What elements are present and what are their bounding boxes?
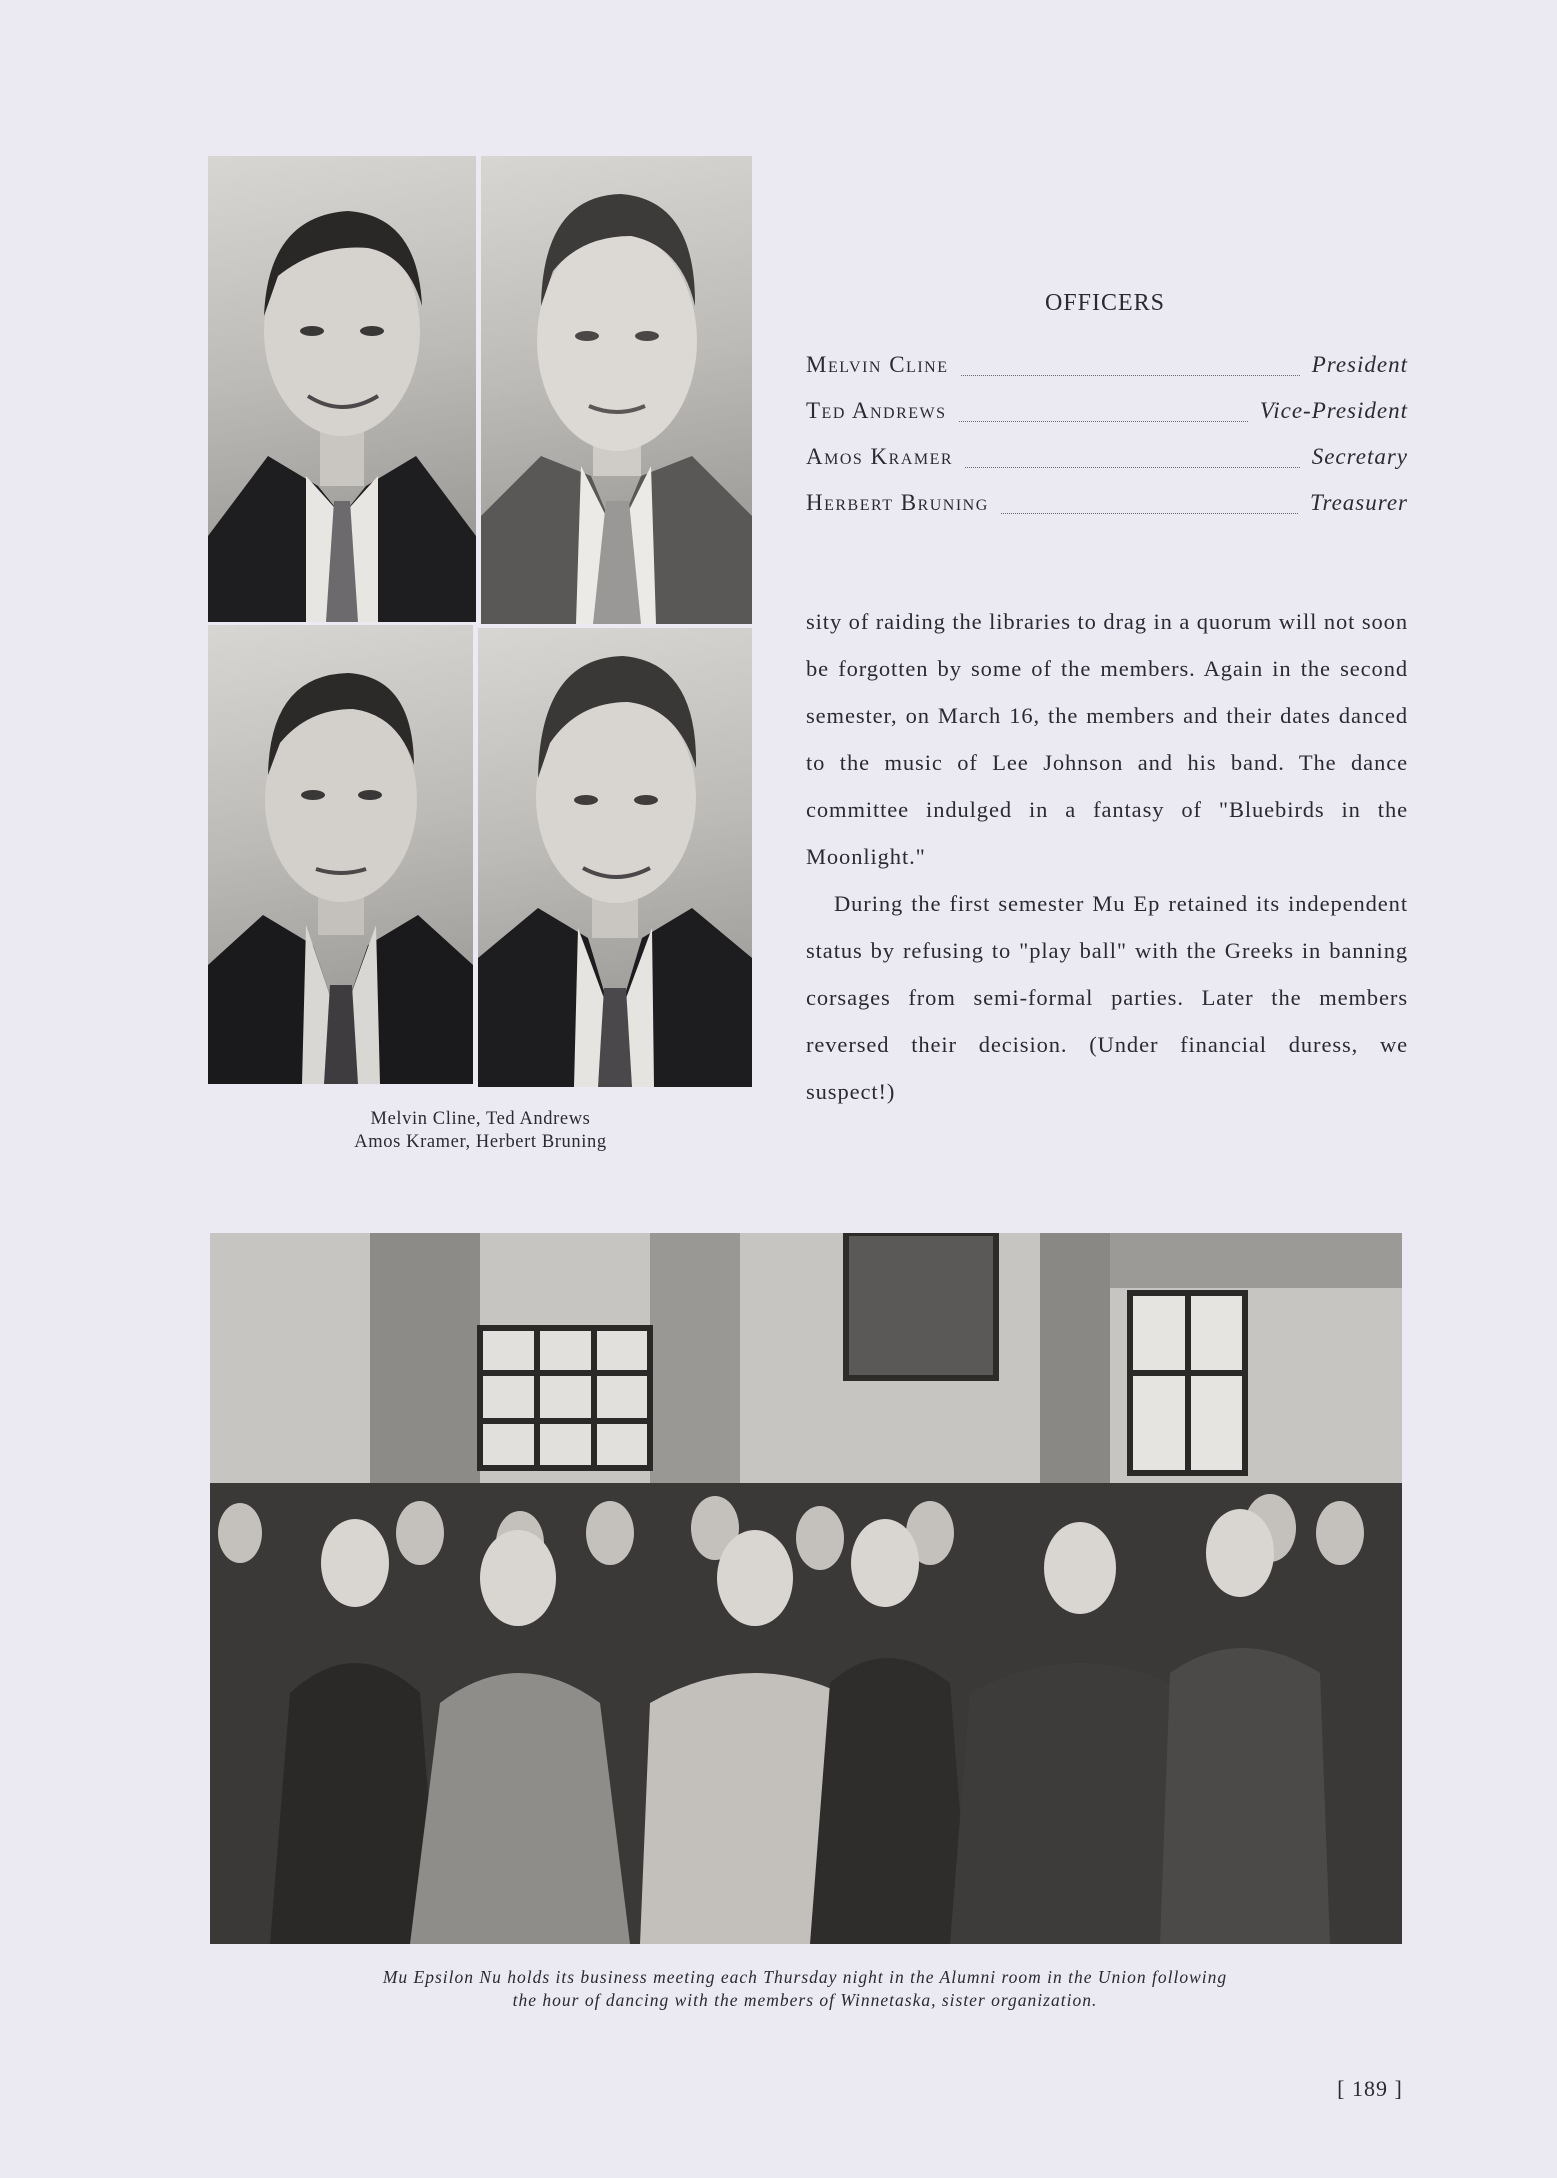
officer-title: Secretary: [1311, 444, 1408, 469]
group-caption-line: the hour of dancing with the members of Winnetaska, sister organization.: [512, 1990, 1098, 2010]
portrait-photo-ted-andrews: [481, 156, 752, 624]
portrait-photo-melvin-cline: [208, 156, 476, 622]
leader-dots: [961, 374, 1300, 376]
group-caption-line: Mu Epsilon Nu holds its business meeting each Thursday night in the Alumni room in the Union following: [382, 1967, 1228, 1987]
officer-title: Vice-President: [1259, 398, 1408, 423]
officer-row: [806, 444, 1408, 478]
officer-name: Amos Kramer: [806, 444, 954, 469]
officer-name: Herbert Bruning: [806, 490, 989, 515]
page-number: [ 189 ]: [1337, 2076, 1403, 2101]
officer-title: Treasurer: [1309, 490, 1408, 515]
body-paragraph: sity of raiding the libraries to drag in a quorum will not soon be forgotten by some of the members. Again in the second semester, on March 16, the members and their dates danced to the music of Lee Johnson and his band. The dance committee indulged in a fantasy of "Bluebirds in the Moonlight.": [806, 609, 1408, 869]
portrait-photo-herbert-bruning: [478, 628, 752, 1087]
officer-row: [806, 398, 1408, 432]
officer-row: [806, 490, 1408, 524]
leader-dots: [959, 420, 1248, 422]
officer-name: Melvin Cline: [806, 352, 949, 377]
body-text: [806, 598, 1408, 1115]
portrait-caption-line: Melvin Cline, Ted Andrews: [370, 1109, 591, 1129]
portrait-caption: [208, 1108, 753, 1154]
group-photo: [210, 1233, 1402, 1944]
officers-heading: OFFICERS: [1044, 290, 1166, 316]
portrait-photo-amos-kramer: [208, 625, 473, 1084]
leader-dots: [1001, 512, 1298, 514]
portrait-caption-line: Amos Kramer, Herbert Bruning: [354, 1132, 607, 1152]
officer-row: [806, 352, 1408, 386]
officer-title: President: [1311, 352, 1408, 377]
group-caption: [210, 1966, 1400, 2012]
body-paragraph: During the first semester Mu Ep retained its independent status by refusing to "play ball" with the Greeks in banning corsages from semi-formal parties. Later the members reversed their decision. (Under financial duress, we suspect!): [806, 891, 1408, 1104]
leader-dots: [965, 466, 1300, 468]
officer-name: Ted Andrews: [806, 398, 947, 423]
